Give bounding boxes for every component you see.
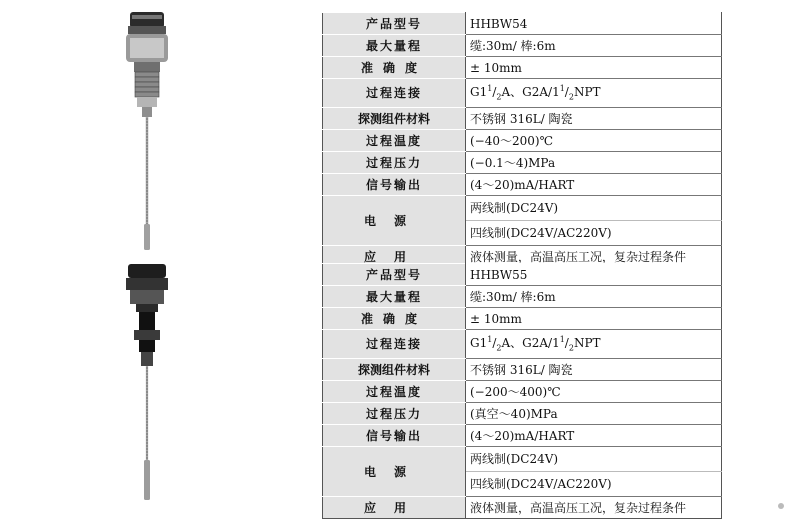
table-row (323, 264, 722, 286)
conn-part: A、G2A/1 (501, 336, 560, 350)
model-value: HHBW54 (466, 13, 722, 35)
connection-value: $G1^1/_2A$、$G2A/1^1/_2NPT$ (466, 330, 722, 359)
table-row (323, 130, 722, 152)
fraction-num: 1 (559, 335, 565, 344)
row-label: 过程连接 (323, 330, 466, 359)
fraction-num: 1 (559, 84, 565, 93)
material-value: 不锈钢 316L/ 陶瓷 (466, 108, 722, 130)
conn-part: NPT (573, 85, 601, 99)
row-label: 产品型号 (323, 264, 466, 286)
table-row (323, 108, 722, 130)
table-row (323, 308, 722, 330)
table-row (323, 174, 722, 196)
conn-part: G1 (470, 336, 488, 350)
spec-table-hhbw54 (322, 12, 722, 268)
row-label: 过程压力 (323, 403, 466, 425)
pressure-value: (−0.1～4)MPa (466, 152, 722, 174)
range-value: 缆:30m/ 棒:6m (466, 35, 722, 57)
material-value: 不锈钢 316L/ 陶瓷 (466, 359, 722, 381)
signal-value: (4～20)mA/HART (466, 425, 722, 447)
product-photo-hhbw54 (118, 6, 178, 256)
product-photo-hhbw55 (118, 262, 178, 507)
row-label: 探测组件材料 (323, 108, 466, 130)
row-label: 应用 (323, 497, 466, 519)
row-label: 最大量程 (323, 35, 466, 57)
table-row (323, 425, 722, 447)
table-row (323, 152, 722, 174)
conn-part: NPT (573, 336, 601, 350)
row-label: 电源 (323, 196, 466, 246)
pressure-value: (真空～40)MPa (466, 403, 722, 425)
table-row (323, 403, 722, 425)
model-value: HHBW55 (466, 264, 722, 286)
row-label: 应用 (323, 246, 466, 268)
power-value: 四线制(DC24V/AC220V) (466, 221, 722, 246)
table-row (323, 286, 722, 308)
temperature-value: (−200～400)℃ (466, 381, 722, 403)
row-label: 探测组件材料 (323, 359, 466, 381)
power-value: 两线制(DC24V) (466, 447, 722, 472)
accuracy-value: ± 10mm (466, 308, 722, 330)
fraction-den: 2 (568, 92, 574, 102)
row-label: 准确度 (323, 308, 466, 330)
power-value: 四线制(DC24V/AC220V) (466, 472, 722, 497)
table-row (323, 35, 722, 57)
range-value: 缆:30m/ 棒:6m (466, 286, 722, 308)
fraction-num: 1 (487, 335, 493, 344)
table-row (323, 330, 722, 359)
signal-value: (4～20)mA/HART (466, 174, 722, 196)
table-row (323, 359, 722, 381)
connection-value: $G1^1/_2A$、$G2A/1^1/_2NPT$ (466, 79, 722, 108)
row-label: 信号输出 (323, 425, 466, 447)
table-row (323, 196, 722, 221)
row-label: 准确度 (323, 57, 466, 79)
row-label: 过程温度 (323, 130, 466, 152)
conn-part: G1 (470, 85, 488, 99)
fraction-num: 1 (487, 84, 493, 93)
table-row (323, 447, 722, 472)
spec-table-hhbw55 (322, 263, 722, 519)
fraction-den: 2 (568, 343, 574, 353)
row-label: 过程温度 (323, 381, 466, 403)
table-row (323, 57, 722, 79)
table-row (323, 497, 722, 519)
row-label: 电源 (323, 447, 466, 497)
table-row (323, 13, 722, 35)
power-value: 两线制(DC24V) (466, 196, 722, 221)
row-label: 过程连接 (323, 79, 466, 108)
application-value: 液体测量，高温高压工况，复杂过程条件 (466, 497, 722, 519)
fraction-den: 2 (496, 92, 502, 102)
row-label: 信号输出 (323, 174, 466, 196)
fraction-den: 2 (496, 343, 502, 353)
temperature-value: (−40～200)℃ (466, 130, 722, 152)
row-label: 过程压力 (323, 152, 466, 174)
table-row (323, 79, 722, 108)
row-label: 产品型号 (323, 13, 466, 35)
accuracy-value: ± 10mm (466, 57, 722, 79)
row-label: 最大量程 (323, 286, 466, 308)
application-value: 液体测量，高温高压工况，复杂过程条件 (466, 246, 722, 268)
table-row (323, 381, 722, 403)
page-corner-mark (778, 503, 784, 509)
conn-part: A、G2A/1 (501, 85, 560, 99)
